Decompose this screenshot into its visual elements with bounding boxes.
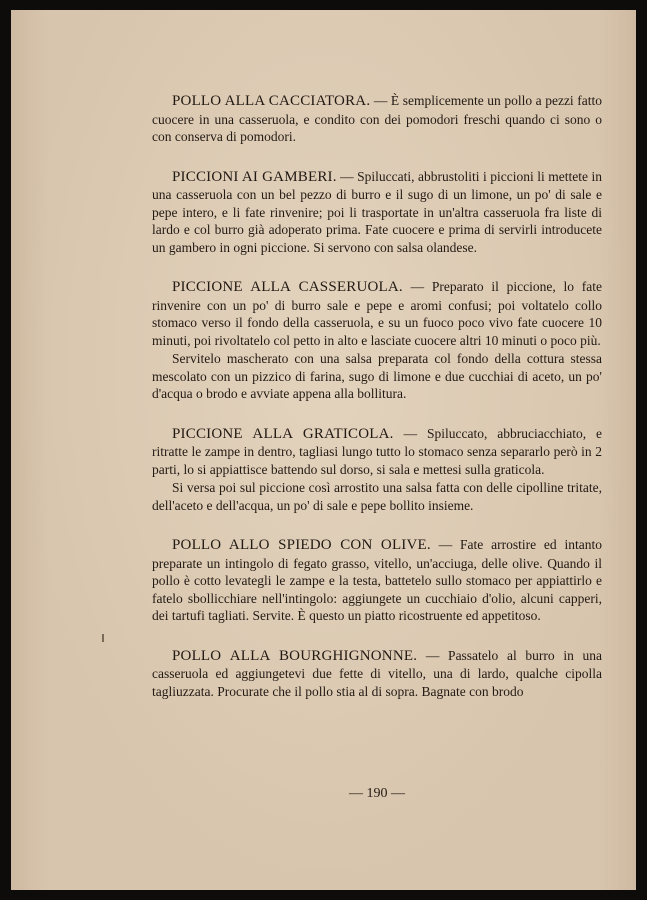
recipe-piccione-alla-graticola [152,425,602,515]
recipe-text: — È semplicemente un pollo a pezzi fatto cuocere in una casseruola, e condito con dei pomodori freschi quando ci sono o con conserva di pomodori. [152,93,602,144]
recipe-title: POLLO ALLA BOURGHIGNONNE. [172,647,418,664]
recipe-title: POLLO ALLO SPIEDO CON OLIVE. [172,537,431,553]
recipe-title: PICCIONE ALLA CASSERUOLA. [172,279,403,295]
recipe-text: — Spiluccato, abbruciacchiato, e ritratte le zampe in dentro, tagliasi lungo tutto lo stomaco senza separarlo però in 2 parti, lo si appiattisce battendo sul dorso, si sala e mettesi sulla graticola. [152,425,602,477]
recipe-text: — Preparato il piccione, lo fate rinvenire con un po' di burro sale e pepe e aromi confusi; poi voltatelo collo stomaco verso il fondo della casseruola, e su un fuoco poco vivo fate cuocere 10 minuti, poi rivoltatelo col petto in alto e lasciate cuocere altri 10 minuti o poco più. [152,279,602,348]
recipe-paragraph: Si versa poi sul piccione così arrostito una salsa fatta con delle cipolline tritate, dell'aceto e dell'acqua, un po' di sale e pepe bollito insieme. [152,480,602,513]
recipe-pollo-alla-bourghignonne [152,647,602,701]
recipe-paragraph [152,168,602,257]
recipe-paragraph [152,425,602,479]
recipe-text: — Spiluccati, abbrustoliti i piccioni li mettete in una casseruola con un bel pezzo di burro e il sugo di un limone, un po' di sale e pepe intero, e li fate rinvenire; poi li trasportate in un'altra casseruola fra liste di lardo e col burro già adoperato prima. Fate cuocere e prima di servirli introducete un gambero in ogni piccione. Si servono con salsa olandese. [152,168,602,255]
recipe-paragraph [152,92,602,146]
recipe-paragraph [152,278,602,349]
recipe-piccione-alla-casseruola [152,278,602,403]
recipe-text: — Passatelo al burro in una casseruola ed aggiungetevi due fette di vitello, una di lardo, qualche cipolla tagliuzzata. Procurate che il pollo stia al di sopra. Bagnate con brodo [152,647,602,699]
book-page [11,10,636,890]
recipe-title: POLLO ALLA CACCIATORA. [172,93,371,109]
page-body [152,92,602,722]
recipe-pollo-alla-cacciatora [152,92,602,146]
recipe-title: PICCIONE ALLA GRATICOLA. [172,425,394,442]
recipe-paragraph [152,536,602,625]
recipe-paragraph: Servitelo mascherato con una salsa preparata col fondo della cottura stessa mescolato con un pizzico di farina, sugo di limone e due cucchiai di aceto, un po' d'acqua o brodo e avviate appena alla bollitura. [152,351,602,401]
recipe-title: PICCIONI AI GAMBERI. [172,168,337,185]
recipe-piccioni-ai-gamberi [152,168,602,257]
recipe-pollo-allo-spiedo-con-olive [152,536,602,625]
recipe-text: — Fate arrostire ed intanto preparate un intingolo di fegato grasso, vitello, un'acciuga, delle olive. Quando il pollo è cotto levategli le zampe e la testa, battetelo sullo stomaco per appiattirlo e fatelo sbollicchiare nell'intingolo: aggiungete un cucchiaio d'olio, alcuni capperi, dei tartufi tagliati. Servite. È questo un piatto ricostruente ed appetitoso. [152,537,602,623]
recipe-paragraph [152,647,602,701]
paper-mark [102,634,104,642]
page-number: — 190 — [349,786,405,801]
